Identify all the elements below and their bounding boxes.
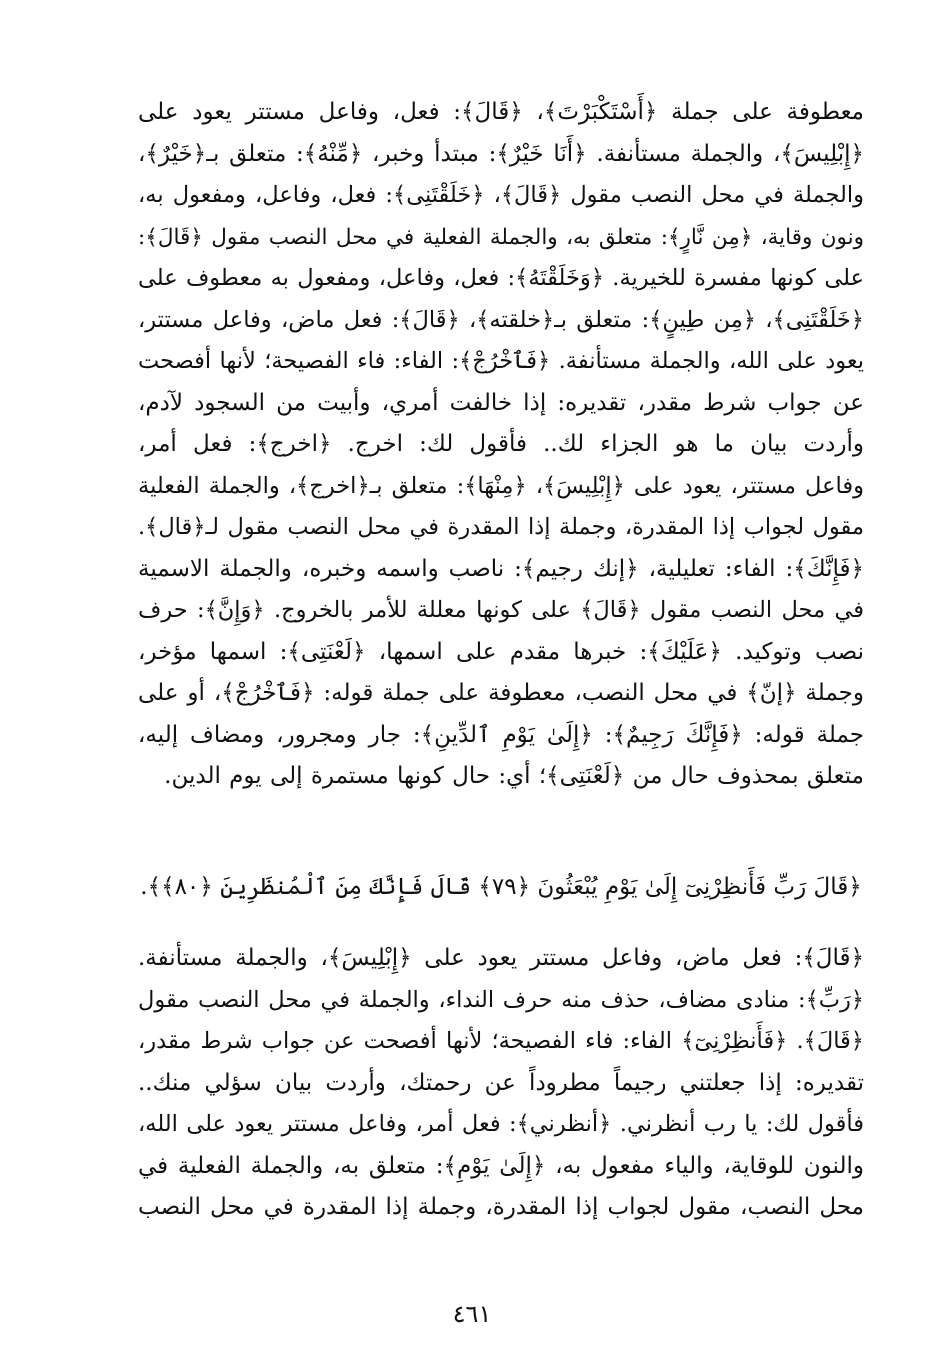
text-line: نصب وتوكيد. ﴿عَلَيْكَ﴾: خبرها مقدم على اسمها، ﴿لَعْنَتِى﴾: اسمها مؤخر، bbox=[138, 638, 864, 665]
text-line: مقول لجواب إذا المقدرة، وجملة إذا المقدرة في محل النصب مقول لـ﴿قال﴾. bbox=[138, 514, 864, 540]
text-line: وفاعل مستتر، يعود على ﴿إِبْلِيسَ﴾، ﴿مِنْهَا﴾: متعلق بـ﴿اخرج﴾، والجملة الفعلية bbox=[138, 472, 864, 499]
text-line: وأردت بيان ما هو الجزاء لك.. فأقول لك: اخرج. ﴿اخرج﴾: فعل أمر، bbox=[138, 431, 864, 457]
text-line: وجملة ﴿إنّ﴾ في محل النصب، معطوفة على جملة قوله: ﴿فَٱخْرُجْ﴾، أو على bbox=[138, 680, 864, 706]
text-line: على كونها مفسرة للخيرية. ﴿وَخَلَقْتَهُ﴾: فعل، وفاعل، ومفعول به معطوف على bbox=[138, 265, 864, 291]
quran-verse: ﴿قَالَ رَبِّ فَأَنظِرْنِىٓ إِلَىٰ يَوْمِ يُبْعَثُونَ ﴿٧٩﴾ قَالَ فَإِنَّكَ مِنَ ٱلْمُنظَرِينَ ﴿٨٠﴾﴾. bbox=[140, 874, 862, 900]
text-line: فأقول لك: يا رب أنظرني. ﴿أنظرني﴾: فعل أمر، وفاعل مستتر يعود على الله، bbox=[138, 1111, 864, 1137]
text-line: ﴿قَالَ﴾. ﴿فَأَنظِرْنِىٓ﴾ الفاء: فاء الفصيحة؛ لأنها أفصحت عن جواب شرط مقدر، bbox=[138, 1028, 864, 1054]
page-number: ٤٦١ bbox=[452, 1300, 492, 1328]
text-block-bottom bbox=[138, 938, 864, 1229]
text-line: ﴿إِبْلِيسَ﴾، والجملة مستأنفة. ﴿أَنَا خَيْرٌ﴾: مبتدأ وخبر، ﴿مِّنْهُ﴾: متعلق بـ﴿خَيْرٌ﴾، bbox=[138, 140, 864, 167]
text-line: عن جواب شرط مقدر، تقديره: إذا خالفت أمري، وأبيت من السجود لآدم، bbox=[138, 389, 864, 416]
text-line: في محل النصب مقول ﴿قَالَ﴾ على كونها معللة للأمر بالخروج. ﴿وَإِنَّ﴾: حرف bbox=[138, 597, 864, 623]
text-line: ونون وقاية، ﴿مِن نَّارٍ﴾: متعلق به، والجملة الفعلية في محل النصب مقول ﴿قَالَ﴾: bbox=[138, 224, 864, 250]
text-line: ﴿قَالَ﴾: فعل ماض، وفاعل مستتر يعود على ﴿إِبْلِيسَ﴾، والجملة مستأنفة. bbox=[138, 945, 864, 971]
text-line: والجملة في محل النصب مقول ﴿قَالَ﴾، ﴿خَلَقْتَنِى﴾: فعل، وفاعل، ومفعول به، bbox=[138, 182, 864, 208]
text-line: تقديره: إذا جعلتني رجيماً مطروداً عن رحمتك، وأردت بيان سؤلي منك.. bbox=[138, 1069, 864, 1096]
text-line: متعلق بمحذوف حال من ﴿لَعْنَتِى﴾؛ أي: حال كونها مستمرة إلى يوم الدين. bbox=[164, 763, 864, 789]
text-line: ﴿خَلَقْتَنِى﴾، ﴿مِن طِينٍ﴾: متعلق بـ﴿خلقته﴾، ﴿قَالَ﴾: فعل ماض، وفاعل مستتر، bbox=[138, 306, 864, 333]
text-line: يعود على الله، والجملة مستأنفة. ﴿فَٱخْرُجْ﴾: الفاء: فاء الفصيحة؛ لأنها أفصحت bbox=[138, 348, 864, 374]
text-line: محل النصب، مقول لجواب إذا المقدرة، وجملة إذا المقدرة في محل النصب bbox=[138, 1194, 864, 1220]
text-line: معطوفة على جملة ﴿أَسْتَكْبَرْتَ﴾، ﴿قَالَ﴾: فعل، وفاعل مستتر يعود على bbox=[138, 99, 864, 125]
text-block-top bbox=[138, 92, 864, 798]
text-line: ﴿فَإِنَّكَ﴾: الفاء: تعليلية، ﴿إنك رجيم﴾: ناصب واسمه وخبره، والجملة الاسمية bbox=[138, 555, 864, 582]
text-line: والنون للوقاية، والياء مفعول به، ﴿إِلَىٰ يَوْمِ﴾: متعلق به، والجملة الفعلية في bbox=[138, 1152, 864, 1179]
text-line: ﴿رَبِّ﴾: منادى مضاف، حذف منه حرف النداء، والجملة في محل النصب مقول bbox=[138, 986, 864, 1013]
text-line: جملة قوله: ﴿فَإِنَّكَ رَجِيمٌ﴾: ﴿إِلَىٰ يَوْمِ ٱلدِّينِ﴾: جار ومجرور، ومضاف إليه، bbox=[138, 721, 864, 748]
